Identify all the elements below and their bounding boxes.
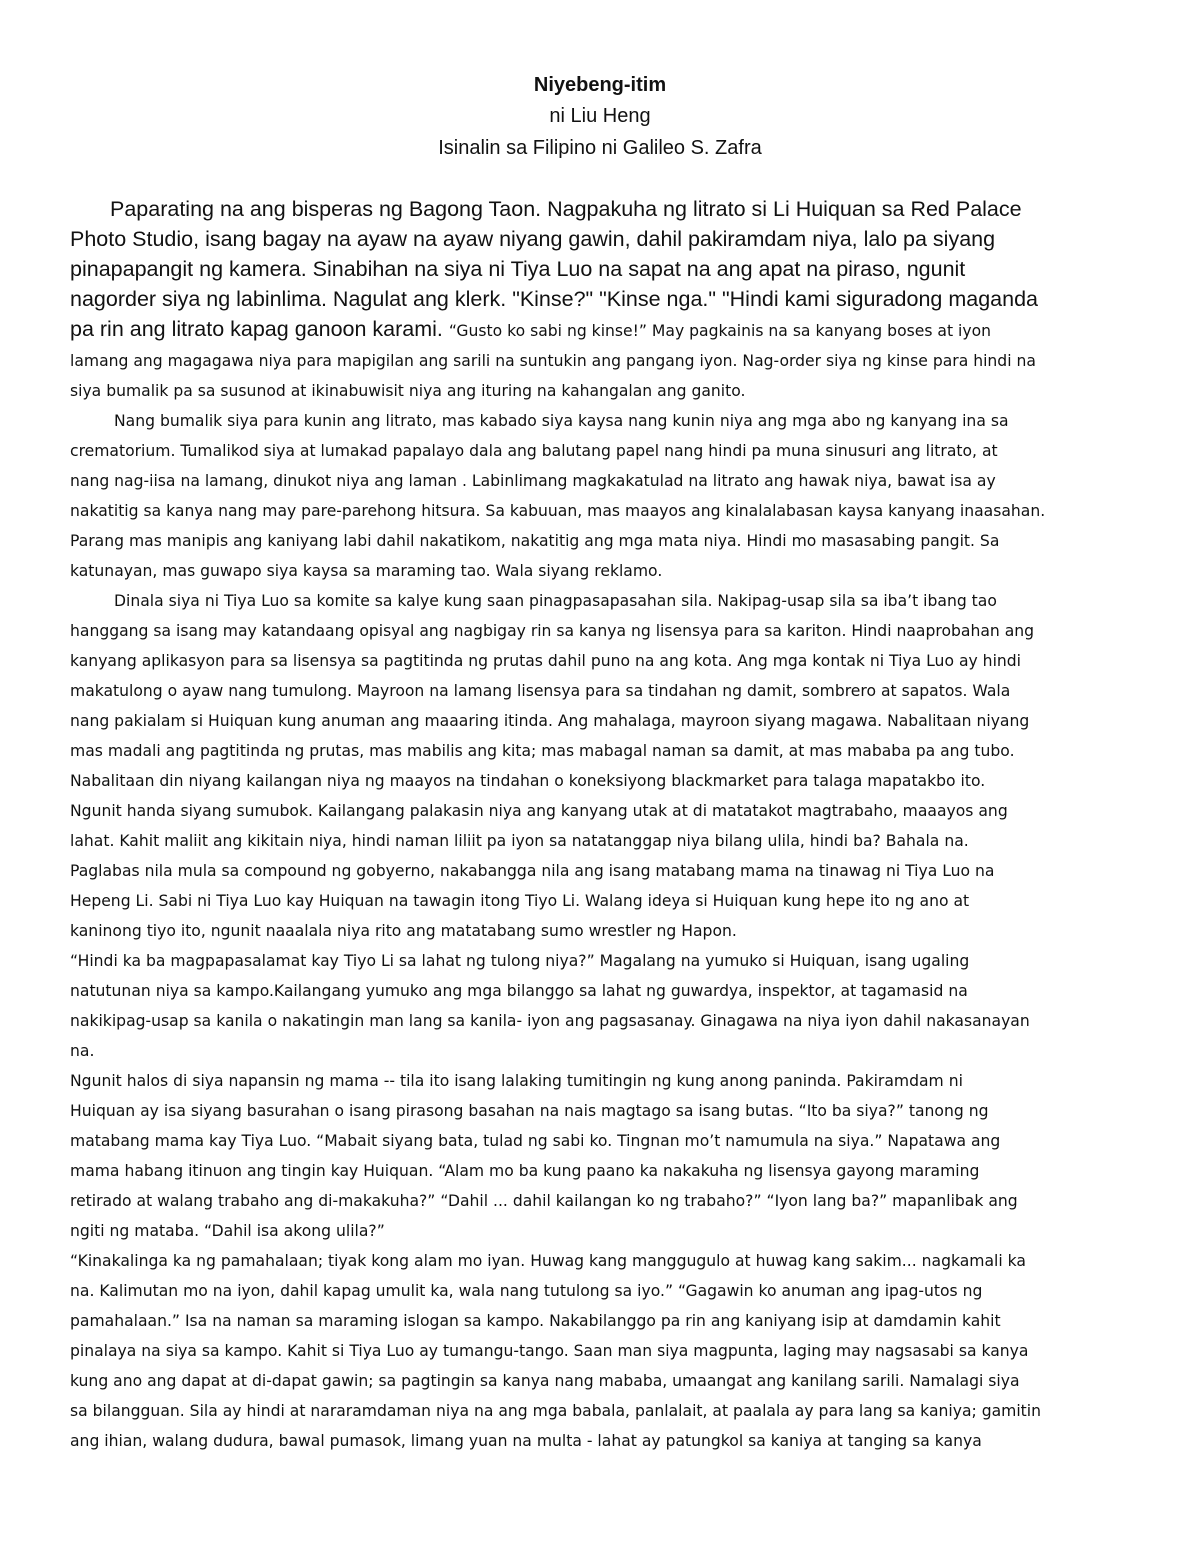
text-line: kaninong tiyo ito, ngunit naaalala niya rito ang matatabang sumo wrestler ng Hapon. xyxy=(70,922,737,940)
text-line: nang pakialam si Huiquan kung anuman ang maaaring itinda. Ang mahalaga, mayroon siyang magawa. Nabalitaan niyang xyxy=(70,712,1030,730)
text-line: Ngunit halos di siya napansin ng mama -- tila ito isang lalaking tumitingin ng kung anong paninda. Pakiramdam ni xyxy=(70,1072,963,1090)
text-line: hanggang sa isang may katandaang opisyal ang nagbigay rin sa kanya ng lisensya para sa kariton. Hindi naaprobahan ang xyxy=(70,622,1035,640)
text-line: Paparating na ang bisperas ng Bagong Taon. Nagpakuha ng litrato si Li Huiquan sa Red Palace xyxy=(110,197,1022,221)
text-line: makatulong o ayaw nang tumulong. Mayroon na lamang lisensya para sa tindahan ng damit, sombrero at sapatos. Wala xyxy=(70,682,1011,700)
text-line: Photo Studio, isang bagay na ayaw na ayaw niyang gawin, dahil pakiramdam niya, lalo pa siyang xyxy=(70,227,996,251)
document-title: Niyebeng-itim xyxy=(533,74,667,96)
text-line: Hepeng Li. Sabi ni Tiya Luo kay Huiquan na tawagin itong Tiyo Li. Walang ideya si Huiquan kung hepe ito ng ano at xyxy=(70,892,970,910)
text-line: Paglabas nila mula sa compound ng gobyerno, nakabangga nila ang isang matabang mama na tinawag ni Tiya Luo na xyxy=(70,862,995,880)
text-line-mixed xyxy=(70,314,1134,346)
text-line: nakatitig sa kanya nang may pare-parehong hitsura. Sa kabuuan, mas maayos ang kinalalabasan kaysa kanyang inaasahan. xyxy=(70,502,1046,520)
text-line: katunayan, mas guwapo siya kaysa sa maraming tao. Wala siyang reklamo. xyxy=(70,562,663,580)
text-line: Parang mas manipis ang kaniyang labi dahil nakatikom, nakatitig ang mga mata niya. Hindi mo masasabing pangit. Sa xyxy=(70,532,1000,550)
text-line: Huiquan ay isa siyang basurahan o isang pirasong basahan na nais magtago sa isang butas. “Ito ba siya?” tanong ng xyxy=(70,1102,989,1120)
text-line: pinapapangit ng kamera. Sinabihan na siya ni Tiya Luo na sapat na ang apat na piraso, ngunit xyxy=(70,257,966,281)
text-line: lahat. Kahit maliit ang kikitain niya, hindi naman liliit pa iyon sa natatanggap niya bilang ulila, hindi ba? Bahala na. xyxy=(70,832,969,850)
text-line: na. xyxy=(70,1042,95,1060)
text-line: crematorium. Tumalikod siya at lumakad papalayo dala ang balutang papel nang hindi pa muna sinusuri ang litrato, at xyxy=(70,442,998,460)
translator-line: Isinalin sa Filipino ni Galileo S. Zafra xyxy=(438,137,762,159)
author-line: ni Liu Heng xyxy=(549,105,651,127)
paragraph-body xyxy=(70,346,1134,1456)
document-header xyxy=(0,70,1200,164)
paragraph-1-lead xyxy=(70,194,1134,314)
text-segment: pa rin ang litrato kapag ganoon karami. xyxy=(70,317,449,341)
text-line: ngiti ng mataba. “Dahil isa akong ulila?” xyxy=(70,1222,385,1240)
text-line: nang nag-iisa na lamang, dinukot niya ang laman . Labinlimang magkakatulad na litrato ang hawak niya, bawat isa ay xyxy=(70,472,996,490)
text-line: natutunan niya sa kampo.Kailangang yumuko ang mga bilanggo sa lahat ng guwardya, inspektor, at tagamasid na xyxy=(70,982,968,1000)
text-line: pamahalaan.” Isa na naman sa maraming islogan sa kampo. Nakabilanggo pa rin ang kaniyang isip at damdamin kahit xyxy=(70,1312,1001,1330)
text-line: Nang bumalik siya para kunin ang litrato, mas kabado siya kaysa nang kunin niya ang mga abo ng kanyang ina sa xyxy=(114,412,1009,430)
text-line: nakikipag-usap sa kanila o nakatingin man lang sa kanila- iyon ang pagsasanay. Ginagawa na niya iyon dahil nakasanayan xyxy=(70,1012,1030,1030)
text-line: kanyang aplikasyon para sa lisensya sa pagtitinda ng prutas dahil puno na ang kota. Ang mga kontak ni Tiya Luo ay hindi xyxy=(70,652,1022,670)
text-line: mas madali ang pagtitinda ng prutas, mas mabilis ang kita; mas mabagal naman sa damit, at mas mababa pa ang tubo. xyxy=(70,742,1015,760)
text-line: siya bumalik pa sa susunod at ikinabuwisit niya ang ituring na kahangalan ang ganito. xyxy=(70,382,746,400)
text-line: “Kinakalinga ka ng pamahalaan; tiyak kong alam mo iyan. Huwag kang manggugulo at huwag kang sakim... nagkamali ka xyxy=(70,1252,1026,1270)
text-line: nagorder siya ng labinlima. Nagulat ang klerk. "Kinse?" "Kinse nga." "Hindi kami siguradong maganda xyxy=(70,287,1038,311)
text-segment: “Gusto ko sabi ng kinse!” May pagkainis na sa kanyang boses at iyon xyxy=(448,322,992,340)
text-line: retirado at walang trabaho ang di-makakuha?” “Dahil ... dahil kailangan ko ng trabaho?” “Iyon lang ba?” mapanlibak ang xyxy=(70,1192,1018,1210)
text-line: “Hindi ka ba magpapasalamat kay Tiyo Li sa lahat ng tulong niya?” Magalang na yumuko si Huiquan, isang ugaling xyxy=(70,952,970,970)
document-body xyxy=(70,194,1134,1456)
text-line: Ngunit handa siyang sumubok. Kailangang palakasin niya ang kanyang utak at di matatakot magtrabaho, maaayos ang xyxy=(70,802,1008,820)
text-line: mama habang itinuon ang tingin kay Huiquan. “Alam mo ba kung paano ka nakakuha ng lisensya gayong maraming xyxy=(70,1162,980,1180)
text-line: Dinala siya ni Tiya Luo sa komite sa kalye kung saan pinagpasapasahan sila. Nakipag-usap sila sa iba’t ibang tao xyxy=(114,592,997,610)
text-line: na. Kalimutan mo na iyon, dahil kapag umulit ka, wala nang tutulong sa iyo.” “Gagawin ko anuman ang ipag-utos ng xyxy=(70,1282,983,1300)
text-line: pinalaya na siya sa kampo. Kahit si Tiya Luo ay tumangu-tango. Saan man siya magpunta, laging may nagsasabi sa kanya xyxy=(70,1342,1029,1360)
text-line: Nabalitaan din niyang kailangan niya ng maayos na tindahan o koneksiyong blackmarket para talaga mapatakbo ito. xyxy=(70,772,986,790)
text-line: lamang ang magagawa niya para mapigilan ang sarili na suntukin ang pangang iyon. Nag-order siya ng kinse para hindi na xyxy=(70,352,1036,370)
text-line: kung ano ang dapat at di-dapat gawin; sa pagtingin sa kanya nang mababa, umaangat ang kanilang sarili. Namalagi siya xyxy=(70,1372,1020,1390)
text-line: sa bilangguan. Sila ay hindi at nararamdaman niya na ang mga babala, panlalait, at paalala ay para lang sa kaniya; gamitin xyxy=(70,1402,1042,1420)
text-line: ang ihian, walang dudura, bawal pumasok, limang yuan na multa - lahat ay patungkol sa kaniya at tanging sa kanya xyxy=(70,1432,982,1450)
text-line: matabang mama kay Tiya Luo. “Mabait siyang bata, tulad ng sabi ko. Tingnan mo’t namumula na siya.” Napatawa ang xyxy=(70,1132,1001,1150)
